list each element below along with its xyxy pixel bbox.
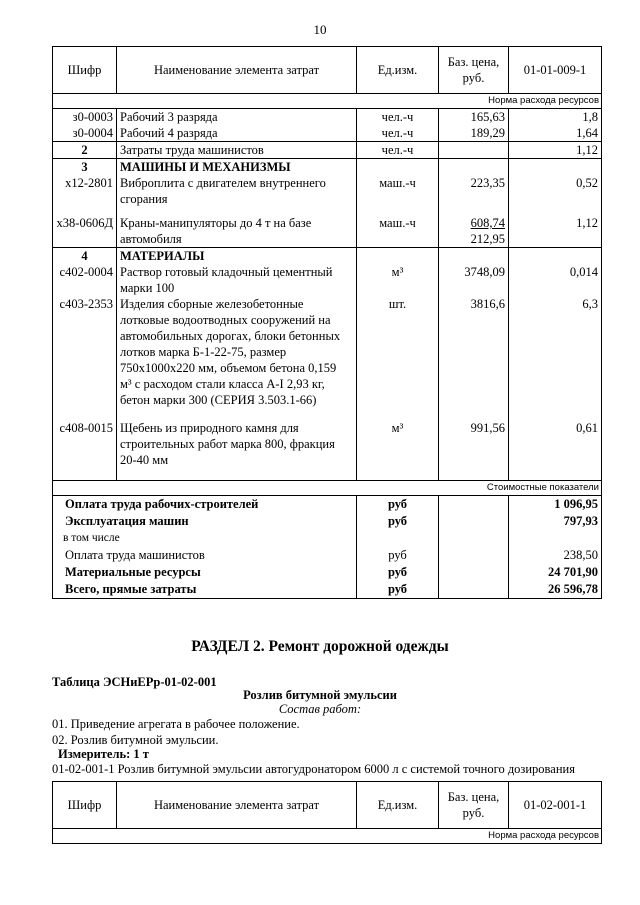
cell-name: Изделия сборные железобетонные лотковые водоотводных сооружений на автомобильных дорогах, блоки бетонных лотков марка Б-1-22-75, размер 750х1000х220 мм, объемом бетона 0,159 м³ с расходом стали класса А-I 2,93 кг, бетон марки 300 (СЕРИЯ 3.503.1-66) [117, 296, 357, 420]
cell-price: 3748,09 [439, 264, 509, 296]
col-unit: Ед.изм. [357, 782, 439, 829]
cell-price [439, 159, 509, 176]
total-name: в том числе [53, 530, 357, 547]
section-title: РАЗДЕЛ 2. Ремонт дорожной одежды [191, 638, 449, 655]
total-unit: руб [357, 495, 439, 513]
table-row [53, 125, 602, 142]
total-empty [439, 530, 509, 547]
cell-value: 0,52 [509, 175, 602, 215]
cell-name: Виброплита с двигателем внутреннего сгорания [117, 175, 357, 215]
table-row [53, 109, 602, 126]
cell-value: 6,3 [509, 296, 602, 420]
total-value [509, 530, 602, 547]
total-name: Всего, прямые затраты [53, 581, 357, 599]
cell-code: с408-0015 [53, 420, 117, 480]
cell-value: 1,64 [509, 125, 602, 142]
table-row [53, 296, 602, 420]
cell-price: 165,63 [439, 109, 509, 126]
total-row [53, 547, 602, 564]
col-code: Шифр [53, 47, 117, 94]
col-norm-code: 01-01-009-1 [509, 47, 602, 94]
cell-price: 608,74 212,95 [439, 215, 509, 248]
total-unit: руб [357, 513, 439, 530]
total-row [53, 581, 602, 599]
cell-price: 3816,6 [439, 296, 509, 420]
total-name: Оплата труда машинистов [53, 547, 357, 564]
col-name: Наименование элемента затрат [117, 782, 357, 829]
total-unit: руб [357, 581, 439, 599]
cell-unit: м³ [357, 420, 439, 480]
col-price: Баз. цена, руб. [439, 47, 509, 94]
cell-code: з0-0004 [53, 125, 117, 142]
cell-name: МАТЕРИАЛЫ [117, 248, 357, 265]
table-label: Таблица ЭСНиЕРр-01-02-001 [52, 675, 217, 689]
cell-value: 0,61 [509, 420, 602, 480]
meter-label: Измеритель: 1 т [58, 747, 149, 761]
total-empty [439, 513, 509, 530]
cell-code: 4 [53, 248, 117, 265]
total-unit [357, 530, 439, 547]
page-number: 10 [313, 22, 327, 37]
cell-name: Краны-манипуляторы до 4 т на базе автомобиля [117, 215, 357, 248]
cell-price: 223,35 [439, 175, 509, 215]
cell-price [439, 142, 509, 159]
cell-value: 0,014 [509, 264, 602, 296]
cell-name: Раствор готовый кладочный цементный марки 100 [117, 264, 357, 296]
cell-unit [357, 159, 439, 176]
total-value: 797,93 [509, 513, 602, 530]
item-line: 01-02-001-1 Розлив битумной эмульсии автогудронатором 6000 л с системой точного дозирования [52, 762, 575, 776]
total-empty [439, 581, 509, 599]
table-row [53, 159, 602, 176]
total-unit: руб [357, 564, 439, 581]
cell-price: 189,29 [439, 125, 509, 142]
table-row [53, 420, 602, 480]
cell-code: с403-2353 [53, 296, 117, 420]
resource-table-2 [52, 781, 602, 844]
composition-label: Состав работ: [278, 702, 362, 716]
total-name: Материальные ресурсы [53, 564, 357, 581]
cell-code: з0-0003 [53, 109, 117, 126]
cell-unit: маш.-ч [357, 175, 439, 215]
norm-label: Норма расхода ресурсов [53, 94, 602, 109]
cell-value: 1,12 [509, 142, 602, 159]
total-row [53, 530, 602, 547]
table-row [53, 248, 602, 265]
col-price: Баз. цена, руб. [439, 782, 509, 829]
total-row [53, 564, 602, 581]
cell-code: х38-0606Д [53, 215, 117, 248]
cell-unit: чел.-ч [357, 125, 439, 142]
total-value: 238,50 [509, 547, 602, 564]
cell-name: Рабочий 4 разряда [117, 125, 357, 142]
col-code: Шифр [53, 782, 117, 829]
cell-unit: чел.-ч [357, 109, 439, 126]
work-step-1: 01. Приведение агрегата в рабочее положение. [52, 717, 300, 731]
cell-value: 1,12 [509, 215, 602, 248]
table-row [53, 215, 602, 248]
cell-unit [357, 248, 439, 265]
table-row [53, 264, 602, 296]
cell-value [509, 159, 602, 176]
total-value: 1 096,95 [509, 495, 602, 513]
total-unit: руб [357, 547, 439, 564]
total-empty [439, 547, 509, 564]
work-step-2: 02. Розлив битумной эмульсии. [52, 733, 219, 747]
cell-price [439, 248, 509, 265]
cell-code: х12-2801 [53, 175, 117, 215]
resource-table [52, 46, 602, 599]
cell-name: МАШИНЫ И МЕХАНИЗМЫ [117, 159, 357, 176]
total-empty [439, 564, 509, 581]
cell-code: 2 [53, 142, 117, 159]
cell-unit: маш.-ч [357, 215, 439, 248]
cell-code: 3 [53, 159, 117, 176]
cell-price: 991,56 [439, 420, 509, 480]
cell-unit: м³ [357, 264, 439, 296]
cell-value: 1,8 [509, 109, 602, 126]
table-row [53, 142, 602, 159]
cell-unit: шт. [357, 296, 439, 420]
col-unit: Ед.изм. [357, 47, 439, 94]
total-name: Оплата труда рабочих-строителей [53, 495, 357, 513]
col-norm-code: 01-02-001-1 [509, 782, 602, 829]
cost-label: Стоимостные показатели [53, 480, 602, 495]
cell-name: Рабочий 3 разряда [117, 109, 357, 126]
norm-label: Норма расхода ресурсов [53, 829, 602, 844]
cell-name: Затраты труда машинистов [117, 142, 357, 159]
cell-code: с402-0004 [53, 264, 117, 296]
cell-unit: чел.-ч [357, 142, 439, 159]
total-empty [439, 495, 509, 513]
total-row [53, 495, 602, 513]
col-name: Наименование элемента затрат [117, 47, 357, 94]
total-row [53, 513, 602, 530]
table-row [53, 175, 602, 215]
total-name: Эксплуатация машин [53, 513, 357, 530]
cell-name: Щебень из природного камня для строительных работ марка 800, фракция 20-40 мм [117, 420, 357, 480]
total-value: 26 596,78 [509, 581, 602, 599]
cell-value [509, 248, 602, 265]
total-value: 24 701,90 [509, 564, 602, 581]
table-title: Розлив битумной эмульсии [243, 688, 397, 702]
